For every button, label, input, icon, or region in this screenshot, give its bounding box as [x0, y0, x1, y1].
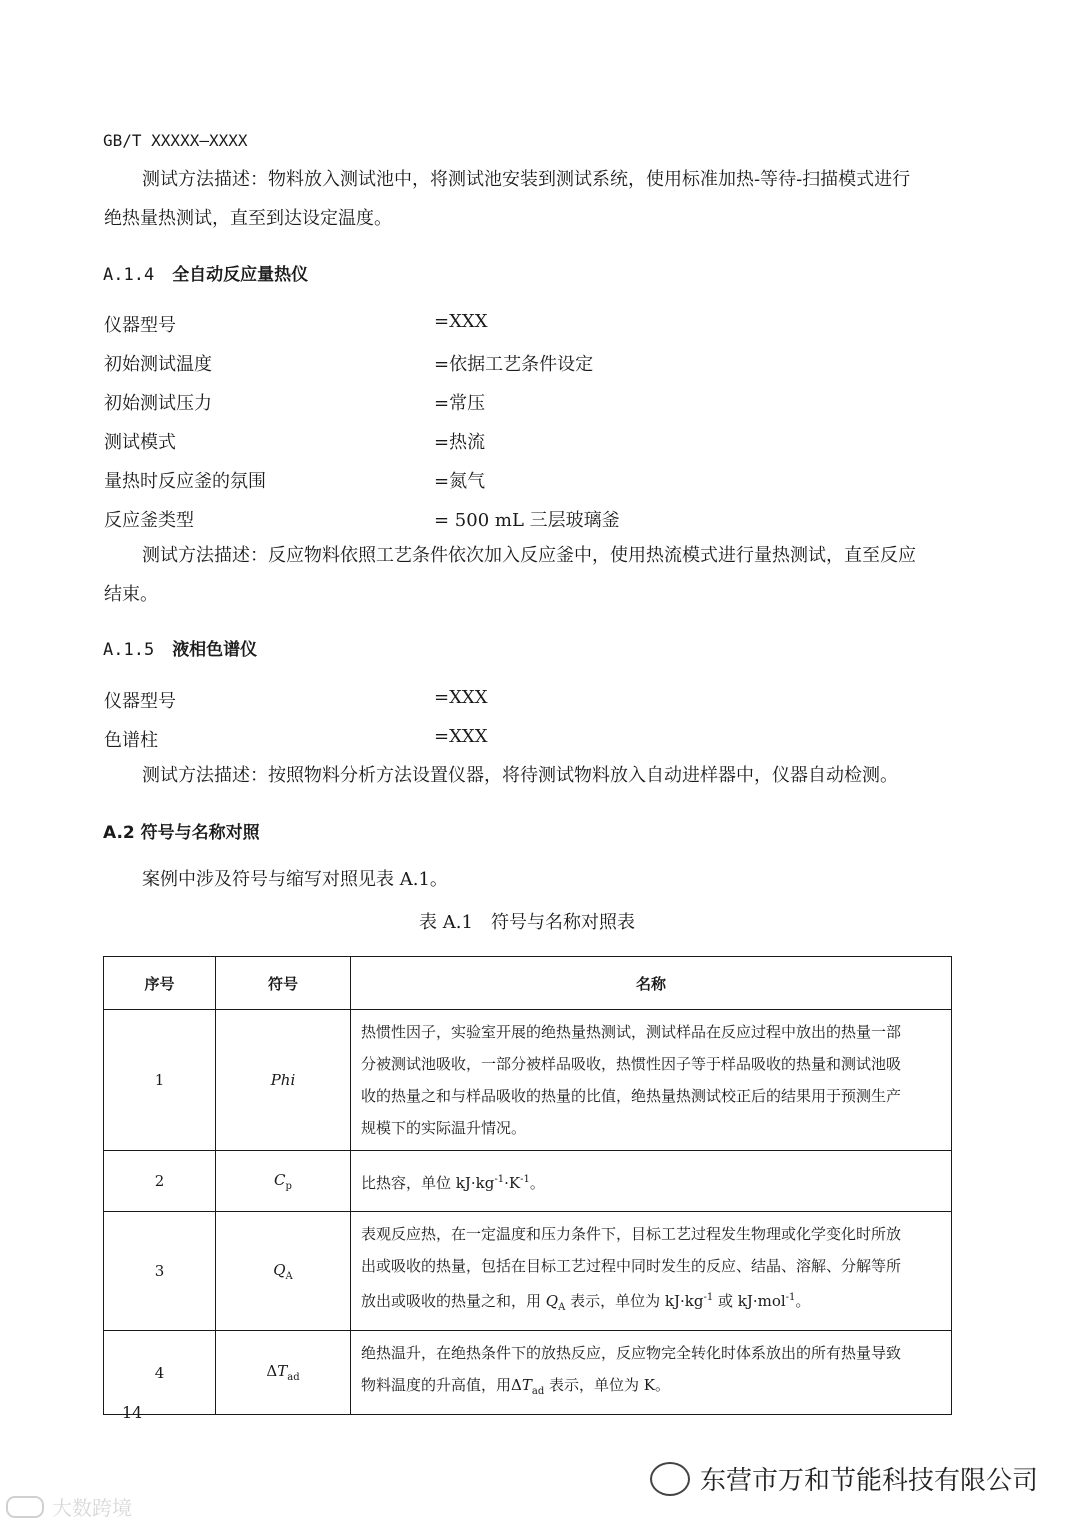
para-test-method-1	[104, 160, 964, 199]
symbol-main: C	[274, 1170, 286, 1189]
table-row	[104, 1212, 952, 1331]
para-a14-desc	[104, 536, 964, 575]
text-part: 或 kJ·mol	[713, 1292, 786, 1310]
sup: -1	[494, 1173, 505, 1185]
para-line: 绝热量热测试，直至到达设定温度。	[104, 208, 392, 229]
symbol-main: Q	[545, 1292, 559, 1310]
table-header-row	[104, 957, 952, 1010]
param-label: 仪器型号	[104, 315, 176, 336]
cell-name	[351, 1331, 952, 1415]
text-part: 放出或吸收的热量之和，用	[361, 1292, 546, 1310]
watermark-text: 大数跨境	[52, 1496, 132, 1520]
table-intro: 案例中涉及符号与缩写对照见表 A.1。	[142, 869, 448, 890]
table-row	[104, 1010, 952, 1151]
symbol-sub: A	[285, 1270, 293, 1282]
symbol-sub: A	[558, 1302, 566, 1313]
wechat-icon	[650, 1462, 690, 1496]
header-cell-name: 名称	[351, 957, 952, 1010]
symbol-main: T	[521, 1376, 532, 1394]
para-line: 测试方法描述：物料放入测试池中，将测试池安装到测试系统，使用标准加热-等待-扫描模式进行	[142, 169, 911, 190]
symbol-main: T	[277, 1362, 288, 1380]
text-part: 比热容，单位 kJ·kg	[361, 1173, 495, 1192]
param-label: 色谱柱	[104, 730, 158, 751]
text-part: ·K	[504, 1173, 521, 1192]
cell-line: 出或吸收的热量，包括在目标工艺过程中同时发生的反应、结晶、溶解、分解等所	[361, 1257, 902, 1275]
cell-line: 收的热量之和与样品吸收的热量的比值，绝热量热测试校正后的结果用于预测生产	[361, 1087, 902, 1105]
para-line: 结束。	[104, 584, 158, 605]
corner-watermark	[6, 1492, 132, 1521]
cell-line: 分被测试池吸收，一部分被样品吸收，热惯性因子等于样品吸收的热量和测试池吸	[361, 1055, 902, 1073]
wechat-watermark	[650, 1460, 1038, 1497]
cell-line	[361, 1282, 941, 1324]
param-value: =常压	[434, 393, 486, 414]
section-title: 液相色谱仪	[172, 640, 258, 660]
symbol-delta: Δ	[266, 1362, 278, 1380]
cell-no: 4	[104, 1331, 216, 1415]
sup: -1	[785, 1292, 796, 1303]
symbol-sub: ad	[531, 1386, 545, 1397]
cell-name	[351, 1151, 952, 1212]
cell-line: 规模下的实际温升情况。	[361, 1119, 527, 1137]
section-title: 全自动反应量热仪	[172, 265, 309, 285]
cell-name	[351, 1010, 952, 1151]
cell-no: 2	[104, 1151, 216, 1212]
param-value: =依据工艺条件设定	[434, 354, 594, 375]
cell-no: 3	[104, 1212, 216, 1331]
param-label: 测试模式	[104, 432, 176, 453]
section-heading-a15	[103, 635, 257, 660]
page-number: 14	[122, 1403, 143, 1422]
param-label: 量热时反应釜的氛围	[104, 471, 266, 492]
text-part: 表示，单位为 K。	[544, 1376, 670, 1394]
cell-line: 表观反应热，在一定温度和压力条件下，目标工艺过程发生物理或化学变化时所放	[361, 1225, 902, 1243]
cell-symbol	[216, 1151, 351, 1212]
sup: -1	[703, 1292, 714, 1303]
symbol-sub: p	[285, 1180, 292, 1192]
cell-line: 绝热温升，在绝热条件下的放热反应，反应物完全转化时体系放出的所有热量导致	[361, 1344, 902, 1362]
standard-code: GB/T XXXXX—XXXX	[103, 131, 248, 150]
section-number: A.1.5	[103, 640, 155, 660]
sup: -1	[520, 1173, 530, 1185]
watermark-logo-icon	[6, 1496, 44, 1518]
param-label: 仪器型号	[104, 691, 176, 712]
table-row	[104, 1331, 952, 1415]
cell-line: 热惯性因子，实验室开展的绝热量热测试，测试样品在反应过程中放出的热量一部	[361, 1023, 902, 1041]
table-row	[104, 1151, 952, 1212]
param-value: =XXX	[434, 726, 488, 747]
symbol-sub: ad	[287, 1372, 300, 1383]
cell-symbol	[216, 1331, 351, 1415]
section-number: A.1.4	[103, 265, 155, 285]
section-heading-a14	[103, 260, 308, 285]
param-value: =XXX	[434, 311, 488, 332]
watermark-text: 东营市万和节能科技有限公司	[700, 1466, 1039, 1496]
param-value: = 500 mL 三层玻璃釜	[434, 510, 620, 531]
header-cell-symbol: 符号	[216, 957, 351, 1010]
param-value: =XXX	[434, 687, 488, 708]
cell-symbol: Phi	[216, 1010, 351, 1151]
symbol-table	[103, 956, 952, 1415]
param-label: 反应釜类型	[104, 510, 194, 531]
para-line: 测试方法描述：反应物料依照工艺条件依次加入反应釜中，使用热流模式进行量热测试，直至反应	[142, 545, 916, 566]
cell-no: 1	[104, 1010, 216, 1151]
param-value: =氮气	[434, 471, 486, 492]
cell-symbol	[216, 1212, 351, 1331]
text-part: 。	[529, 1173, 545, 1192]
text-part: 。	[795, 1292, 811, 1310]
text-part: 物料温度的升高值，用Δ	[361, 1376, 522, 1394]
cell-name	[351, 1212, 952, 1331]
para-a15-desc: 测试方法描述：按照物料分析方法设置仪器，将待测试物料放入自动进样器中，仪器自动检测。	[142, 765, 898, 786]
symbol-main: Q	[273, 1260, 286, 1279]
text-part: 表示，单位为 kJ·kg	[565, 1292, 704, 1310]
param-label: 初始测试压力	[104, 393, 212, 414]
param-label: 初始测试温度	[104, 354, 212, 375]
cell-line	[361, 1369, 941, 1408]
param-value: =热流	[434, 432, 486, 453]
section-heading-a2: A.2 符号与名称对照	[103, 823, 260, 843]
header-cell-no: 序号	[104, 957, 216, 1010]
table-caption: 表 A.1 符号与名称对照表	[419, 912, 635, 933]
